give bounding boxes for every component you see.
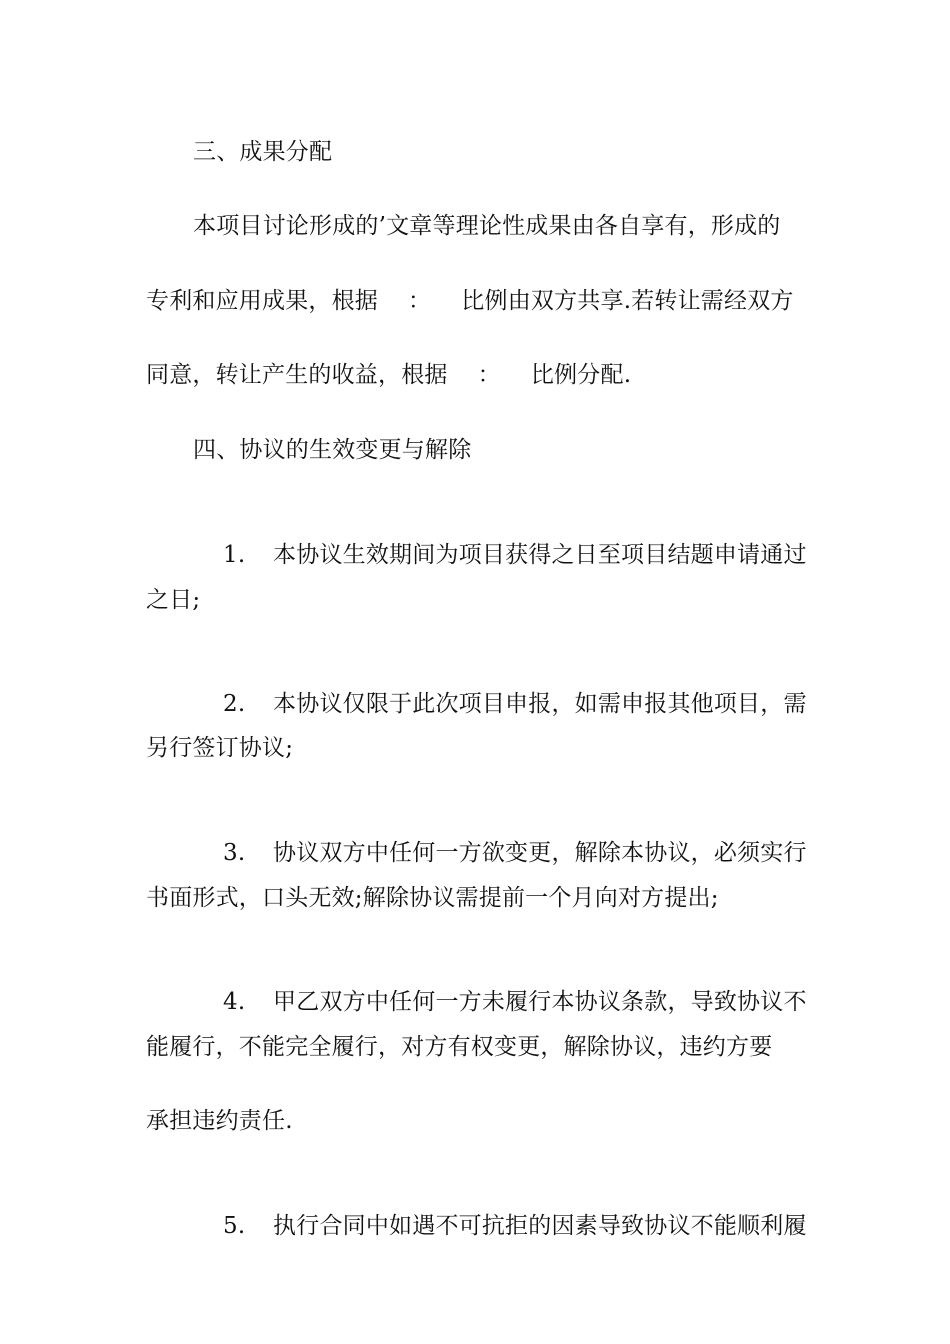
paragraph-line: 本项目讨论形成的’文章等理论性成果由各自享有，形成的 [193, 213, 781, 239]
section-heading-results: 三、成果分配 [193, 139, 333, 165]
list-number: 5. [223, 1213, 246, 1239]
list-text: 本协议生效期间为项目获得之日至项目结题申请通过 [273, 542, 807, 568]
list-number: 4. [223, 989, 246, 1015]
paragraph-line: 之日; [146, 587, 201, 613]
paragraph-line: 能履行，不能完全履行，对方有权变更，解除协议，违约方要 [146, 1034, 773, 1060]
paragraph-line: 专利和应用成果，根据 ： 比例由双方共享.若转让需经双方 [146, 288, 794, 314]
section-heading-agreement: 四、协议的生效变更与解除 [193, 437, 472, 463]
list-number: 2. [223, 691, 246, 717]
list-number: 3. [223, 840, 246, 866]
list-item [193, 1181, 853, 1271]
list-text: 甲乙双方中任何一方未履行本协议条款，导致协议不 [273, 989, 807, 1015]
list-text: 执行合同中如遇不可抗拒的因素导致协议不能顺利履 [273, 1213, 807, 1239]
paragraph-line: 同意，转让产生的收益，根据 ： 比例分配. [146, 362, 632, 388]
list-text: 本协议仅限于此次项目申报，如需申报其他项目，需 [273, 691, 807, 717]
paragraph-line: 另行签订协议; [146, 735, 294, 761]
list-number: 1. [223, 542, 246, 568]
paragraph-line: 承担违约责任. [146, 1108, 293, 1134]
list-text: 协议双方中任何一方欲变更，解除本协议，必须实行 [273, 840, 807, 866]
paragraph-line: 书面形式，口头无效;解除协议需提前一个月向对方提出; [146, 885, 719, 911]
